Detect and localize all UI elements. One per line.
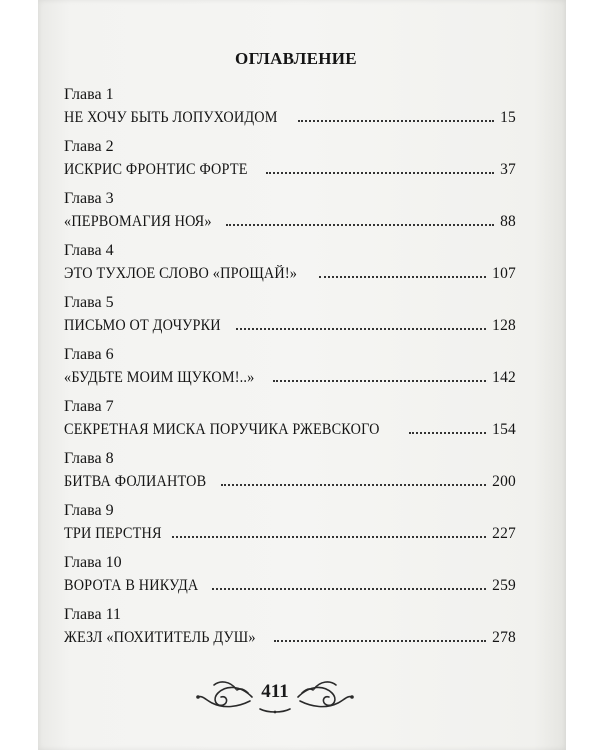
page-ref: 128 [492, 317, 516, 334]
toc-entry-7 [64, 395, 516, 447]
page-ref: 37 [500, 161, 516, 178]
toc-entry-row [64, 159, 516, 181]
page-ref: 107 [492, 265, 516, 282]
dot-leader [172, 536, 486, 538]
chapter-title: ВОРОТА В НИКУДА [64, 577, 199, 594]
chapter-title: ТРИ ПЕРСТНЯ [64, 525, 162, 542]
page-ref: 15 [500, 109, 516, 126]
toc-entry-3 [64, 187, 516, 239]
chapter-title: ПИСЬМО ОТ ДОЧУРКИ [64, 317, 221, 334]
toc-entry-row [64, 575, 516, 597]
toc-entry-5 [64, 291, 516, 343]
toc-entry-1 [64, 83, 516, 135]
chapter-title: ЖЕЗЛ «ПОХИТИТЕЛЬ ДУШ» [64, 629, 256, 646]
chapter-label: Глава 9 [64, 502, 114, 519]
toc-entry-9 [64, 499, 516, 551]
chapter-title: СЕКРЕТНАЯ МИСКА ПОРУЧИКА РЖЕВСКОГО [64, 421, 380, 438]
chapter-label: Глава 7 [64, 398, 114, 415]
chapter-title: ЭТО ТУХЛОЕ СЛОВО «ПРОЩАЙ!» [64, 265, 298, 282]
chapter-label: Глава 6 [64, 346, 114, 363]
page-footer [190, 675, 360, 715]
dot-leader [266, 172, 495, 174]
dot-leader [273, 380, 486, 382]
dot-leader [212, 588, 486, 590]
dot-leader [298, 120, 494, 122]
toc-entry-6 [64, 343, 516, 395]
dot-leader [221, 484, 486, 486]
chapter-label: Глава 3 [64, 190, 114, 207]
toc-entry-11 [64, 603, 516, 655]
chapter-label: Глава 8 [64, 450, 114, 467]
page-ref: 88 [500, 213, 516, 230]
chapter-title: НЕ ХОЧУ БЫТЬ ЛОПУХОИДОМ [64, 109, 278, 126]
chapter-label: Глава 4 [64, 242, 114, 259]
toc-entry-row [64, 367, 516, 389]
dot-leader [274, 640, 486, 642]
chapter-label: Глава 2 [64, 138, 114, 155]
chapter-title: «ПЕРВОМАГИЯ НОЯ» [64, 213, 212, 230]
table-of-contents [64, 48, 516, 655]
toc-title: ОГЛАВЛЕНИЕ [235, 49, 357, 68]
page-number: 411 [261, 681, 289, 702]
chapter-label: Глава 10 [64, 554, 122, 571]
chapter-label: Глава 5 [64, 294, 114, 311]
toc-entry-2 [64, 135, 516, 187]
dot-leader [236, 328, 486, 330]
toc-entry-10 [64, 551, 516, 603]
chapter-title: «БУДЬТЕ МОИМ ЩУКОМ!..» [64, 369, 255, 386]
toc-entry-row [64, 107, 516, 129]
dot-leader [226, 224, 494, 226]
toc-entry-row [64, 523, 516, 545]
toc-entry-row [64, 471, 516, 493]
chapter-title: БИТВА ФОЛИАНТОВ [64, 473, 207, 490]
toc-entry-row [64, 315, 516, 337]
page-ref: 200 [492, 473, 516, 490]
dot-leader [409, 432, 486, 434]
page-ref: 259 [492, 577, 516, 594]
page-ref: 142 [492, 369, 516, 386]
toc-entry-row [64, 263, 516, 285]
page-ref: 278 [492, 629, 516, 646]
toc-entry-8 [64, 447, 516, 499]
page-ref: 154 [492, 421, 516, 438]
page-ref: 227 [492, 525, 516, 542]
chapter-label: Глава 11 [64, 606, 121, 623]
dot-leader [319, 276, 486, 278]
toc-entry-row [64, 419, 516, 441]
chapter-title: ИСКРИС ФРОНТИС ФОРТЕ [64, 161, 248, 178]
toc-entry-row [64, 211, 516, 233]
chapter-label: Глава 1 [64, 86, 114, 103]
toc-entry-4 [64, 239, 516, 291]
toc-entry-row [64, 627, 516, 649]
